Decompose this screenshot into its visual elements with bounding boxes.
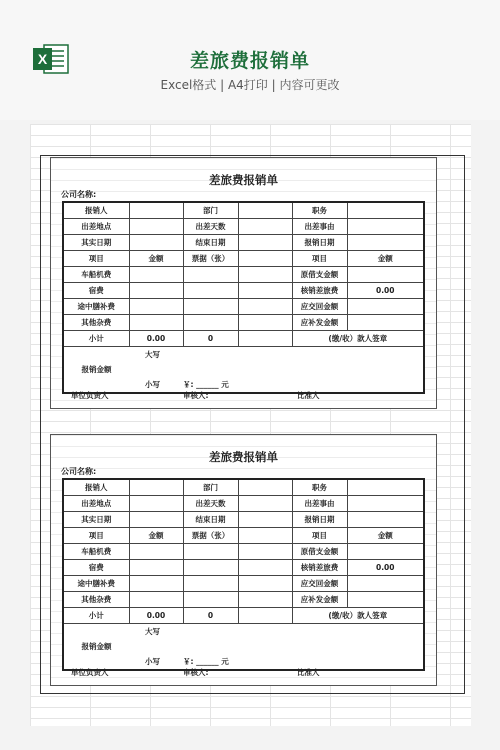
cell: 车船机费 xyxy=(63,267,129,283)
cell[interactable] xyxy=(129,512,183,528)
cell: 报销人 xyxy=(63,479,129,496)
cell: 0.00 xyxy=(347,283,424,299)
cell: 其实日期 xyxy=(63,512,129,528)
table-row xyxy=(63,560,424,576)
cell[interactable] xyxy=(183,315,238,331)
cell[interactable] xyxy=(183,299,238,315)
cell[interactable] xyxy=(129,219,183,235)
cell[interactable] xyxy=(238,512,292,528)
cell xyxy=(238,608,292,624)
cell: 出差事由 xyxy=(292,496,347,512)
cell[interactable] xyxy=(183,544,238,560)
footer-approver: 比准人 xyxy=(297,668,320,677)
footer-manager: 单位负责人 xyxy=(71,391,109,400)
cell: 0.00 xyxy=(129,331,183,347)
table-row xyxy=(63,608,424,624)
cell: 出差天数 xyxy=(183,219,238,235)
cell: 报销日期 xyxy=(292,235,347,251)
cell: 原借支金额 xyxy=(292,267,347,283)
cell: 金额 xyxy=(129,528,183,544)
cell[interactable] xyxy=(183,576,238,592)
cell: 应补发金额 xyxy=(292,592,347,608)
table-row xyxy=(63,251,424,267)
cell xyxy=(238,592,292,608)
cell: 结束日期 xyxy=(183,235,238,251)
cell[interactable] xyxy=(347,496,424,512)
xiaoxie-label: 小写 xyxy=(145,379,160,389)
cell: 项目 xyxy=(292,528,347,544)
cell: 出差地点 xyxy=(63,496,129,512)
expense-table xyxy=(62,201,425,394)
cell: 宿费 xyxy=(63,283,129,299)
footer-approver: 比准人 xyxy=(297,391,320,400)
cell[interactable] xyxy=(347,219,424,235)
company-label: 公司名称: xyxy=(61,190,97,199)
cell[interactable] xyxy=(238,219,292,235)
amount-label: 报销金额 xyxy=(63,624,129,671)
expense-form-1 xyxy=(50,157,437,409)
table-row xyxy=(63,347,424,363)
cell[interactable] xyxy=(129,496,183,512)
daxie-value[interactable] xyxy=(183,347,424,363)
cell: 出差事由 xyxy=(292,219,347,235)
table-row xyxy=(63,267,424,283)
cell: 宿费 xyxy=(63,560,129,576)
cell[interactable] xyxy=(347,235,424,251)
page-subtitle: Excel格式 | A4打印 | 内容可更改 xyxy=(160,78,340,92)
cell: 金额 xyxy=(347,251,424,267)
cell: 职务 xyxy=(292,479,347,496)
cell xyxy=(238,251,292,267)
header-area xyxy=(0,0,500,120)
cell: (缴/收）款人签章 xyxy=(292,608,424,624)
footer-manager: 单位负责人 xyxy=(71,668,109,677)
cell xyxy=(238,576,292,592)
table-row xyxy=(63,315,424,331)
table-row xyxy=(63,283,424,299)
cell[interactable] xyxy=(129,576,183,592)
cell[interactable] xyxy=(238,235,292,251)
cell xyxy=(238,331,292,347)
cell xyxy=(238,560,292,576)
cell[interactable] xyxy=(183,560,238,576)
cell: 原借支金额 xyxy=(292,544,347,560)
cell[interactable] xyxy=(129,202,183,219)
cell[interactable] xyxy=(129,267,183,283)
xiaoxie-label: 小写 xyxy=(145,656,160,666)
cell: 0 xyxy=(183,331,238,347)
cell: 票据（张） xyxy=(183,528,238,544)
cell: 应补发金额 xyxy=(292,315,347,331)
cell[interactable] xyxy=(183,592,238,608)
cell: 职务 xyxy=(292,202,347,219)
cell[interactable] xyxy=(238,202,292,219)
cell[interactable] xyxy=(347,592,424,608)
cell: 小计 xyxy=(63,608,129,624)
cell[interactable] xyxy=(347,315,424,331)
xiaoxie-value[interactable]: ￥: ______ 元 xyxy=(183,379,229,389)
cell: 其他杂费 xyxy=(63,592,129,608)
cell: 项目 xyxy=(63,251,129,267)
cell: 结束日期 xyxy=(183,512,238,528)
xiaoxie-value[interactable]: ￥: ______ 元 xyxy=(183,656,229,666)
table-row xyxy=(63,528,424,544)
table-row xyxy=(63,219,424,235)
cell: 报销日期 xyxy=(292,512,347,528)
table-row xyxy=(63,299,424,315)
page-title: 差旅费报销单 xyxy=(189,50,310,72)
cell: 项目 xyxy=(63,528,129,544)
cell[interactable] xyxy=(347,479,424,496)
excel-icon-letter: X xyxy=(37,51,48,67)
cell[interactable] xyxy=(347,202,424,219)
cell: 票据（张） xyxy=(183,251,238,267)
table-row xyxy=(63,544,424,560)
table-row xyxy=(63,624,424,640)
cell[interactable] xyxy=(238,496,292,512)
cell: 金额 xyxy=(129,251,183,267)
daxie-label: 大写 xyxy=(145,626,160,636)
cell xyxy=(238,267,292,283)
table-row xyxy=(63,592,424,608)
cell[interactable] xyxy=(347,299,424,315)
footer-reviewer: 审核人: xyxy=(183,668,209,677)
table-row xyxy=(63,496,424,512)
cell[interactable] xyxy=(347,267,424,283)
cell: 项目 xyxy=(292,251,347,267)
cell: (缴/收）款人签章 xyxy=(292,331,424,347)
amount-label: 报销金额 xyxy=(63,347,129,394)
table-row xyxy=(63,479,424,496)
cell[interactable] xyxy=(347,544,424,560)
daxie-value[interactable] xyxy=(183,624,424,640)
cell[interactable] xyxy=(129,560,183,576)
table-row xyxy=(63,512,424,528)
cell[interactable] xyxy=(129,299,183,315)
form-title: 差旅费报销单 xyxy=(209,450,278,464)
cell: 0.00 xyxy=(347,560,424,576)
cell: 出差地点 xyxy=(63,219,129,235)
cell: 其实日期 xyxy=(63,235,129,251)
table-row xyxy=(63,235,424,251)
cell: 应交回金额 xyxy=(292,299,347,315)
table-row xyxy=(63,202,424,219)
cell: 部门 xyxy=(183,202,238,219)
cell[interactable] xyxy=(129,283,183,299)
cell[interactable] xyxy=(129,479,183,496)
cell[interactable] xyxy=(129,544,183,560)
cell[interactable] xyxy=(347,512,424,528)
cell: 金额 xyxy=(347,528,424,544)
cell: 部门 xyxy=(183,479,238,496)
cell: 小计 xyxy=(63,331,129,347)
cell[interactable] xyxy=(129,592,183,608)
cell[interactable] xyxy=(183,283,238,299)
cell[interactable] xyxy=(183,267,238,283)
cell: 途中膳补费 xyxy=(63,299,129,315)
cell xyxy=(238,315,292,331)
cell xyxy=(238,528,292,544)
cell[interactable] xyxy=(129,235,183,251)
expense-table xyxy=(62,478,425,671)
daxie-label: 大写 xyxy=(145,349,160,359)
form-title: 差旅费报销单 xyxy=(209,173,278,187)
cell: 核销差旅费 xyxy=(292,283,347,299)
cell: 出差天数 xyxy=(183,496,238,512)
cell: 0 xyxy=(183,608,238,624)
cell: 报销人 xyxy=(63,202,129,219)
cell[interactable] xyxy=(129,315,183,331)
cell: 核销差旅费 xyxy=(292,560,347,576)
cell[interactable] xyxy=(347,576,424,592)
company-label: 公司名称: xyxy=(61,467,97,476)
cell: 应交回金额 xyxy=(292,576,347,592)
cell: 途中膳补费 xyxy=(63,576,129,592)
cell[interactable] xyxy=(238,479,292,496)
cell: 其他杂费 xyxy=(63,315,129,331)
table-row xyxy=(63,576,424,592)
cell xyxy=(238,544,292,560)
footer-reviewer: 审核人: xyxy=(183,391,209,400)
cell xyxy=(238,299,292,315)
table-row xyxy=(63,331,424,347)
cell: 车船机费 xyxy=(63,544,129,560)
expense-form-2 xyxy=(50,434,437,686)
cell: 0.00 xyxy=(129,608,183,624)
cell xyxy=(238,283,292,299)
